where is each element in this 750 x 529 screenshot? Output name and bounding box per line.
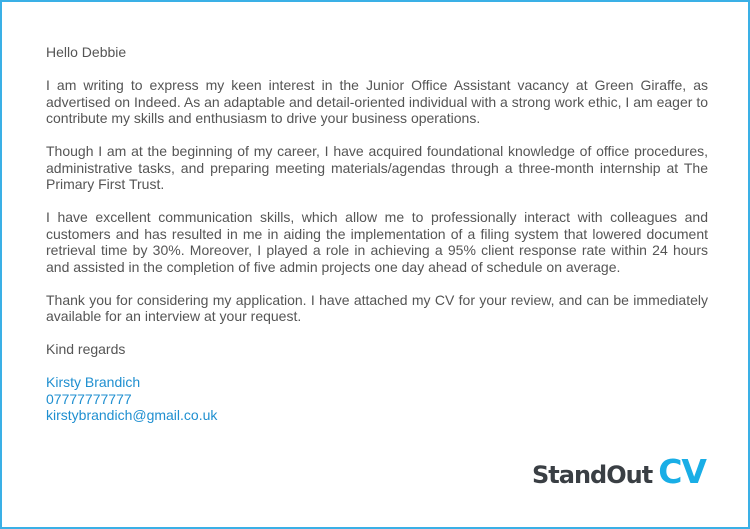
paragraph-skills: I have excellent communication skills, which allow me to professionally interact with colleagues and customers and has resulted in me in aiding the implementation of a filing system that lowered document retrieval time by 30%. Moreover, I played a role in achieving a 95% client response rate within 24 hours and assisted in the completion of five admin projects one day ahead of schedule on average. <box>46 209 708 275</box>
signature-block <box>46 374 708 424</box>
signature-phone: 07777777777 <box>46 390 132 407</box>
logo-wordmark: StandOut <box>532 461 653 489</box>
cover-letter <box>46 44 708 424</box>
paragraph-thanks: Thank you for considering my application. I have attached my CV for your review, and can be immediately available for an interview at your request. <box>46 291 708 324</box>
paragraph-intro: I am writing to express my keen interest in the Junior Office Assistant vacancy at Green Giraffe, as advertised on Indeed. As an adaptable and detail-oriented individual with a strong work ethic, I am eager to contribute my skills and enthusiasm to drive your business operations. <box>46 77 708 126</box>
signature-email: kirstybrandich@gmail.co.uk <box>46 407 218 423</box>
paragraph-experience: Though I am at the beginning of my career, I have acquired foundational knowledge of office procedures, administrative tasks, and preparing meeting materials/agendas through a three-month internship at The Primary First Trust. <box>46 143 708 192</box>
logo-cv-mark: CV <box>658 452 706 491</box>
closing: Kind regards <box>46 341 126 357</box>
signature-name: Kirsty Brandich <box>46 374 141 390</box>
greeting: Hello Debbie <box>46 44 127 60</box>
standout-cv-logo <box>532 452 706 490</box>
